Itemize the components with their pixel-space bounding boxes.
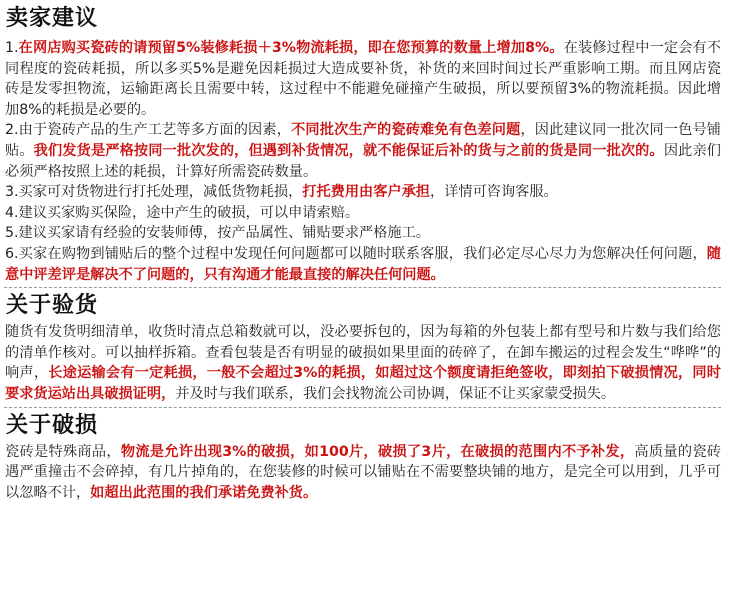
- section-body-seller-advice: [4, 38, 721, 285]
- inspection-paragraph: [4, 322, 721, 404]
- advice-item-2: [4, 120, 721, 182]
- advice-item-3: [4, 182, 721, 203]
- highlight-text: 物流是允许出现3%的破损，如100片，破损了3片，在破损的范围内不予补发，: [120, 443, 635, 460]
- advice-item-5: [4, 223, 721, 244]
- advice-item-4: [4, 203, 721, 224]
- damage-paragraph: [4, 442, 721, 504]
- body-text: 瓷砖是特殊商品，: [5, 443, 121, 460]
- advice-item-1: [4, 38, 721, 120]
- highlight-text: 如超出此范围的我们承诺免费补货。: [90, 484, 318, 501]
- body-text: ，因此建议同一批次同一色号铺贴。: [5, 122, 721, 159]
- body-text: ，详情可咨询客服。: [430, 184, 558, 201]
- section-title-damage: 关于破损: [6, 412, 99, 438]
- body-text: 3.买家可对货物进行打托处理，减低货物耗损，: [5, 184, 303, 201]
- body-text: 因此亲们必须严格按照上述的耗损，计算好所需瓷砖数量。: [5, 142, 721, 180]
- highlight-text: 我们发货是严格按同一批次发的，但遇到补货情况，就不能保证后补的货与之前的货是同一批次的。: [33, 142, 664, 159]
- body-text: 2.由于瓷砖产品的生产工艺等多方面的因素，: [5, 122, 292, 139]
- highlight-text: 不同批次生产的瓷砖难免有色差问题: [291, 122, 521, 139]
- section-body-inspection: [4, 322, 721, 404]
- section-title-seller-advice: 卖家建议: [6, 6, 99, 31]
- body-text: 6.买家在购物到铺贴后的整个过程中发现任何问题都可以随时联系客服，我们必定尽心尽力为您解决任何问题，: [5, 245, 707, 262]
- body-text: 随货有发货明细清单，收货时清点总箱数就可以，没必要拆包的，因为每箱的外包装上都有型号和片数与我们给您的清单作核对。可以抽样拆箱。查看包装是否有明显的破损如果里面的砖碎了，在卸车搬运的过程会发生“哗哗”的响声，: [5, 324, 721, 382]
- body-text: 4.建议买家购买保险，途中产生的破损，可以申请索赔。: [5, 204, 360, 221]
- highlight-text: 在网店购买瓷砖的请预留5%装修耗损＋3%物流耗损，即在您预算的数量上增加8%。: [18, 40, 564, 56]
- highlight-text: 长途运输会有一定耗损，一般不会超过3%的耗损，如超过这个额度请拒绝签收，即刻拍下破损情况，同时要求货运站出具破损证明，: [5, 365, 721, 402]
- body-text: 在装修过程中一定会有不同程度的瓷砖耗损，所以多买5%是避免因耗损过大造成要补货，补货的来回时间过长严重影响工期。而且网店瓷砖是发零担物流，运输距离长且需要中转，这过程中不能避免碰撞产生破损，所以要预留3%的物流耗损。因此增加8%的耗损是必要的。: [5, 40, 721, 118]
- advice-item-6: [4, 244, 721, 285]
- highlight-text: 随意中评差评是解决不了问题的，只有沟通才能最直接的解决任何问题。: [5, 245, 721, 283]
- highlight-text: 打托费用由客户承担: [302, 184, 430, 201]
- section-body-damage: [4, 442, 721, 504]
- body-text: 1.: [5, 40, 19, 56]
- body-text: 高质量的瓷砖遇严重撞击不会碎掉，有几片掉角的，在您装修的时候可以铺贴在不需要整块铺的地方，是完全可以用到，几乎可以忽略不计，: [5, 443, 721, 501]
- body-text: 并及时与我们联系，我们会找物流公司协调，保证不让买家蒙受损失。: [175, 385, 616, 402]
- body-text: 5.建议买家请有经验的安装师傅，按产品属性、铺贴要求严格施工。: [5, 225, 430, 242]
- section-title-inspection: 关于验货: [6, 293, 99, 319]
